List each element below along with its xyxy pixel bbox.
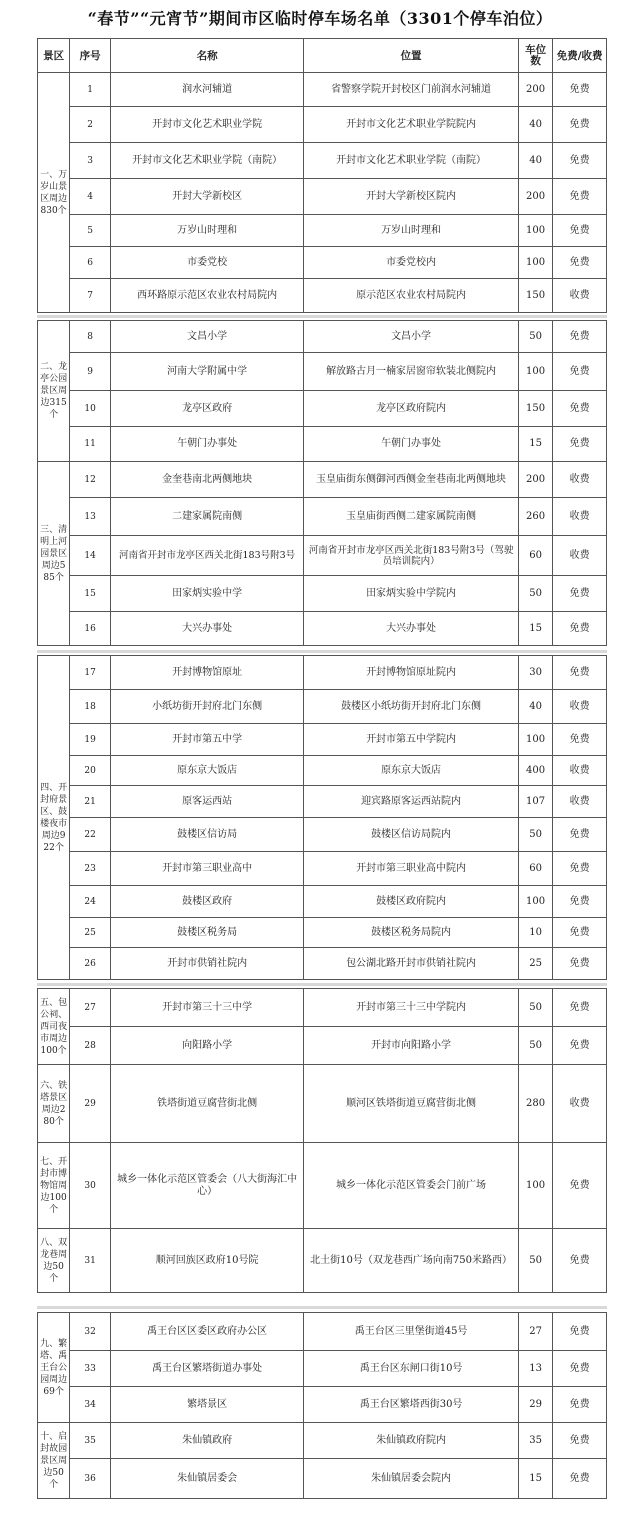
seq-cell: 33 (70, 1351, 111, 1387)
name-cell: 开封市供销社院内 (110, 948, 303, 980)
fee-cell: 免费 (553, 1423, 607, 1459)
name-cell: 鼓楼区政府 (110, 886, 303, 918)
name-cell: 开封大学新校区 (110, 179, 303, 215)
fee-cell: 免费 (553, 73, 607, 107)
spaces-cell: 30 (518, 656, 552, 690)
seq-cell: 10 (70, 391, 111, 427)
location-cell: 解放路古月一楠家居窗帘软装北侧院内 (304, 353, 519, 391)
spaces-cell: 29 (518, 1387, 552, 1423)
name-cell: 顺河回族区政府10号院 (110, 1229, 303, 1293)
page-title: “春节”“元宵节”期间市区临时停车场名单（3301个停车泊位） (87, 9, 553, 28)
seq-cell: 20 (70, 756, 111, 786)
region-cell: 十、启封故园景区周边50个 (38, 1423, 70, 1499)
spaces-cell: 50 (518, 576, 552, 612)
spaces-cell: 15 (518, 427, 552, 462)
name-cell: 开封市文化艺术职业学院 (110, 107, 303, 143)
header-name: 名称 (110, 39, 303, 73)
name-cell: 河南省开封市龙亭区西关北街183号附3号 (110, 536, 303, 576)
table-row (38, 576, 607, 612)
table-row (38, 536, 607, 576)
spaces-cell: 15 (518, 1459, 552, 1499)
name-cell: 开封博物馆原址 (110, 656, 303, 690)
table-header-row (38, 39, 607, 73)
fee-cell: 免费 (553, 107, 607, 143)
section-divider (37, 1306, 607, 1309)
spaces-cell: 50 (518, 1027, 552, 1065)
table-row (38, 498, 607, 536)
table-row (38, 179, 607, 215)
name-cell: 繁塔景区 (110, 1387, 303, 1423)
spaces-cell: 60 (518, 852, 552, 886)
seq-cell: 19 (70, 724, 111, 756)
seq-cell: 36 (70, 1459, 111, 1499)
spaces-cell: 150 (518, 391, 552, 427)
seq-cell: 34 (70, 1387, 111, 1423)
table-row (38, 1229, 607, 1293)
spaces-cell: 107 (518, 786, 552, 818)
region-cell: 三、清明上河园景区周边585个 (38, 462, 70, 646)
fee-cell: 免费 (553, 576, 607, 612)
spaces-cell: 40 (518, 107, 552, 143)
header-location: 位置 (304, 39, 519, 73)
fee-cell: 免费 (553, 143, 607, 179)
location-cell: 省警察学院开封校区门前润水河辅道 (304, 73, 519, 107)
spaces-cell: 10 (518, 918, 552, 948)
fee-cell: 免费 (553, 353, 607, 391)
name-cell: 朱仙镇政府 (110, 1423, 303, 1459)
location-cell: 玉皇庙街西侧二建家属院南侧 (304, 498, 519, 536)
location-cell: 鼓楼区政府院内 (304, 886, 519, 918)
seq-cell: 9 (70, 353, 111, 391)
seq-cell: 26 (70, 948, 111, 980)
name-cell: 文昌小学 (110, 321, 303, 353)
table-row (38, 818, 607, 852)
location-cell: 市委党校内 (304, 247, 519, 279)
table-row (38, 391, 607, 427)
region-cell: 七、开封市博物馆周边100个 (38, 1143, 70, 1229)
table-row (38, 279, 607, 313)
name-cell: 禹王台区繁塔街道办事处 (110, 1351, 303, 1387)
spaces-cell: 150 (518, 279, 552, 313)
location-cell: 万岁山时理和 (304, 215, 519, 247)
location-cell: 鼓楼区小纸坊街开封府北门东侧 (304, 690, 519, 724)
fee-cell: 免费 (553, 724, 607, 756)
header-seq: 序号 (70, 39, 111, 73)
fee-cell: 免费 (553, 215, 607, 247)
name-cell: 朱仙镇居委会 (110, 1459, 303, 1499)
table-row (38, 786, 607, 818)
table-row (38, 107, 607, 143)
table-row (38, 1351, 607, 1387)
spaces-cell: 27 (518, 1313, 552, 1351)
fee-cell: 免费 (553, 1459, 607, 1499)
table-row (38, 1423, 607, 1459)
table-row (38, 989, 607, 1027)
spaces-cell: 50 (518, 321, 552, 353)
header-fee: 免费/收费 (553, 39, 607, 73)
table-row (38, 427, 607, 462)
table-row (38, 247, 607, 279)
seq-cell: 4 (70, 179, 111, 215)
fee-cell: 免费 (553, 321, 607, 353)
region-cell: 一、万岁山景区周边830个 (38, 73, 70, 313)
name-cell: 鼓楼区税务局 (110, 918, 303, 948)
spaces-cell: 200 (518, 73, 552, 107)
location-cell: 开封市第三十三中学院内 (304, 989, 519, 1027)
name-cell: 万岁山时理和 (110, 215, 303, 247)
seq-cell: 25 (70, 918, 111, 948)
seq-cell: 6 (70, 247, 111, 279)
location-cell: 城乡一体化示范区管委会门前广场 (304, 1143, 519, 1229)
parking-table-section-3 (37, 655, 607, 980)
name-cell: 大兴办事处 (110, 612, 303, 646)
section-divider (37, 650, 607, 653)
fee-cell: 免费 (553, 427, 607, 462)
seq-cell: 35 (70, 1423, 111, 1459)
seq-cell: 21 (70, 786, 111, 818)
header-spaces: 车位数 (518, 39, 552, 73)
name-cell: 开封市第五中学 (110, 724, 303, 756)
fee-cell: 免费 (553, 179, 607, 215)
fee-cell: 免费 (553, 1313, 607, 1351)
fee-cell: 收费 (553, 279, 607, 313)
fee-cell: 免费 (553, 1229, 607, 1293)
name-cell: 开封市第三十三中学 (110, 989, 303, 1027)
fee-cell: 免费 (553, 1351, 607, 1387)
table-row (38, 1459, 607, 1499)
fee-cell: 收费 (553, 536, 607, 576)
location-cell: 包公湖北路开封市供销社院内 (304, 948, 519, 980)
table-row (38, 690, 607, 724)
fee-cell: 收费 (553, 498, 607, 536)
seq-cell: 5 (70, 215, 111, 247)
location-cell: 午朝门办事处 (304, 427, 519, 462)
region-cell: 八、双龙巷周边50个 (38, 1229, 70, 1293)
seq-cell: 29 (70, 1065, 111, 1143)
table-row (38, 1143, 607, 1229)
table-row (38, 462, 607, 498)
location-cell: 朱仙镇居委会院内 (304, 1459, 519, 1499)
location-cell: 顺河区铁塔街道豆腐营街北侧 (304, 1065, 519, 1143)
section-divider (37, 315, 607, 318)
spaces-cell: 280 (518, 1065, 552, 1143)
table-row (38, 1387, 607, 1423)
name-cell: 原东京大饭店 (110, 756, 303, 786)
name-cell: 午朝门办事处 (110, 427, 303, 462)
location-cell: 禹王台区东闸口街10号 (304, 1351, 519, 1387)
seq-cell: 28 (70, 1027, 111, 1065)
spaces-cell: 400 (518, 756, 552, 786)
name-cell: 铁塔街道豆腐营街北侧 (110, 1065, 303, 1143)
spaces-cell: 100 (518, 724, 552, 756)
spaces-cell: 50 (518, 818, 552, 852)
location-cell: 开封市文化艺术职业学院（南院） (304, 143, 519, 179)
fee-cell: 收费 (553, 786, 607, 818)
location-cell: 开封市向阳路小学 (304, 1027, 519, 1065)
spaces-cell: 25 (518, 948, 552, 980)
location-cell: 开封市第五中学院内 (304, 724, 519, 756)
table-row (38, 73, 607, 107)
name-cell: 向阳路小学 (110, 1027, 303, 1065)
seq-cell: 3 (70, 143, 111, 179)
fee-cell: 免费 (553, 1387, 607, 1423)
fee-cell: 免费 (553, 948, 607, 980)
location-cell: 原东京大饭店 (304, 756, 519, 786)
table-row (38, 756, 607, 786)
seq-cell: 16 (70, 612, 111, 646)
table-row (38, 1065, 607, 1143)
spaces-cell: 200 (518, 462, 552, 498)
seq-cell: 32 (70, 1313, 111, 1351)
spaces-cell: 200 (518, 179, 552, 215)
name-cell: 河南大学附属中学 (110, 353, 303, 391)
location-cell: 田家炳实验中学院内 (304, 576, 519, 612)
seq-cell: 2 (70, 107, 111, 143)
parking-table-section-1 (37, 38, 607, 313)
fee-cell: 收费 (553, 756, 607, 786)
table-row (38, 321, 607, 353)
seq-cell: 17 (70, 656, 111, 690)
seq-cell: 15 (70, 576, 111, 612)
seq-cell: 22 (70, 818, 111, 852)
spaces-cell: 13 (518, 1351, 552, 1387)
location-cell: 河南省开封市龙亭区西关北街183号附3号（驾驶员培训院内） (304, 536, 519, 576)
location-cell: 鼓楼区税务局院内 (304, 918, 519, 948)
spaces-cell: 100 (518, 353, 552, 391)
seq-cell: 31 (70, 1229, 111, 1293)
location-cell: 迎宾路原客运西站院内 (304, 786, 519, 818)
section-divider (37, 983, 607, 986)
fee-cell: 免费 (553, 247, 607, 279)
name-cell: 禹王台区区委区政府办公区 (110, 1313, 303, 1351)
region-cell: 五、包公祠、西司夜市周边100个 (38, 989, 70, 1065)
table-row (38, 1027, 607, 1065)
location-cell: 开封大学新校区院内 (304, 179, 519, 215)
parking-table-section-4 (37, 988, 607, 1293)
fee-cell: 免费 (553, 886, 607, 918)
seq-cell: 1 (70, 73, 111, 107)
spaces-cell: 260 (518, 498, 552, 536)
name-cell: 金奎巷南北两侧地块 (110, 462, 303, 498)
fee-cell: 免费 (553, 918, 607, 948)
table-row (38, 1313, 607, 1351)
spaces-cell: 40 (518, 690, 552, 724)
name-cell: 市委党校 (110, 247, 303, 279)
table-row (38, 215, 607, 247)
spaces-cell: 35 (518, 1423, 552, 1459)
fee-cell: 收费 (553, 1065, 607, 1143)
table-row (38, 852, 607, 886)
fee-cell: 免费 (553, 656, 607, 690)
seq-cell: 30 (70, 1143, 111, 1229)
spaces-cell: 100 (518, 1143, 552, 1229)
seq-cell: 7 (70, 279, 111, 313)
table-row (38, 918, 607, 948)
location-cell: 开封市第三职业高中院内 (304, 852, 519, 886)
name-cell: 开封市文化艺术职业学院（南院） (110, 143, 303, 179)
fee-cell: 免费 (553, 612, 607, 646)
fee-cell: 收费 (553, 462, 607, 498)
name-cell: 二建家属院南侧 (110, 498, 303, 536)
seq-cell: 18 (70, 690, 111, 724)
region-cell: 九、繁塔、禹王台公园周边69个 (38, 1313, 70, 1423)
location-cell: 北土街10号（双龙巷西广场向南750米路西） (304, 1229, 519, 1293)
spaces-cell: 40 (518, 143, 552, 179)
location-cell: 朱仙镇政府院内 (304, 1423, 519, 1459)
location-cell: 开封博物馆原址院内 (304, 656, 519, 690)
fee-cell: 免费 (553, 989, 607, 1027)
name-cell: 小纸坊街开封府北门东侧 (110, 690, 303, 724)
name-cell: 鼓楼区信访局 (110, 818, 303, 852)
table-row (38, 143, 607, 179)
fee-cell: 免费 (553, 818, 607, 852)
fee-cell: 免费 (553, 391, 607, 427)
spaces-cell: 100 (518, 215, 552, 247)
name-cell: 龙亭区政府 (110, 391, 303, 427)
seq-cell: 24 (70, 886, 111, 918)
spaces-cell: 100 (518, 247, 552, 279)
name-cell: 开封市第三职业高中 (110, 852, 303, 886)
table-row (38, 948, 607, 980)
seq-cell: 12 (70, 462, 111, 498)
spaces-cell: 60 (518, 536, 552, 576)
region-cell: 四、开封府景区、鼓楼夜市周边922个 (38, 656, 70, 980)
spaces-cell: 100 (518, 886, 552, 918)
location-cell: 原示范区农业农村局院内 (304, 279, 519, 313)
table-row (38, 724, 607, 756)
name-cell: 城乡一体化示范区管委会（八大街海汇中心） (110, 1143, 303, 1229)
seq-cell: 13 (70, 498, 111, 536)
seq-cell: 8 (70, 321, 111, 353)
seq-cell: 11 (70, 427, 111, 462)
spaces-cell: 15 (518, 612, 552, 646)
location-cell: 大兴办事处 (304, 612, 519, 646)
region-cell: 二、龙亭公园景区周边315个 (38, 321, 70, 462)
table-row (38, 353, 607, 391)
name-cell: 田家炳实验中学 (110, 576, 303, 612)
location-cell: 禹王台区三里堡街道45号 (304, 1313, 519, 1351)
parking-table-section-5 (37, 1312, 607, 1499)
seq-cell: 27 (70, 989, 111, 1027)
header-region: 景区 (38, 39, 70, 73)
name-cell: 润水河辅道 (110, 73, 303, 107)
seq-cell: 14 (70, 536, 111, 576)
location-cell: 禹王台区繁塔西街30号 (304, 1387, 519, 1423)
name-cell: 原客运西站 (110, 786, 303, 818)
location-cell: 龙亭区政府院内 (304, 391, 519, 427)
region-cell: 六、铁塔景区周边280个 (38, 1065, 70, 1143)
seq-cell: 23 (70, 852, 111, 886)
spaces-cell: 50 (518, 1229, 552, 1293)
name-cell: 西环路原示范区农业农村局院内 (110, 279, 303, 313)
fee-cell: 免费 (553, 1027, 607, 1065)
location-cell: 文昌小学 (304, 321, 519, 353)
parking-table-section-2 (37, 320, 607, 646)
location-cell: 开封市文化艺术职业学院院内 (304, 107, 519, 143)
fee-cell: 免费 (553, 1143, 607, 1229)
table-row (38, 656, 607, 690)
fee-cell: 免费 (553, 852, 607, 886)
location-cell: 鼓楼区信访局院内 (304, 818, 519, 852)
table-row (38, 612, 607, 646)
location-cell: 玉皇庙街东侧御河西侧金奎巷南北两侧地块 (304, 462, 519, 498)
fee-cell: 收费 (553, 690, 607, 724)
spaces-cell: 50 (518, 989, 552, 1027)
table-row (38, 886, 607, 918)
